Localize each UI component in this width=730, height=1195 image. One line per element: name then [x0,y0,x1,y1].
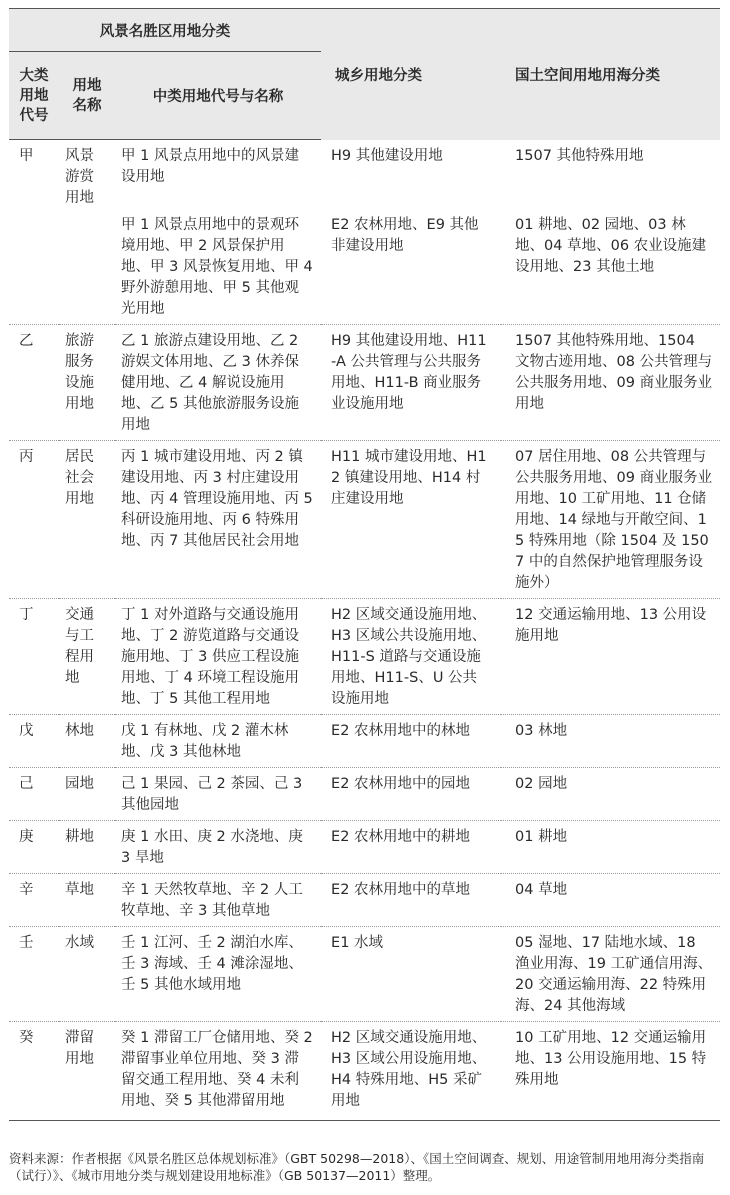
land-name-line: 风景 [65,148,94,164]
cell-mid-class: 辛 1 天然牧草地、辛 2 人工牧草地、辛 3 其他草地 [115,874,321,927]
cell-major-code: 丙 [9,441,59,599]
land-name-line: 地 [65,670,80,686]
land-name-line: 旅游 [65,333,94,349]
cell-urban-rural: E1 水域 [321,927,501,1022]
cell-major-code: 戊 [9,715,59,768]
cell-urban-rural: H2 区域交通设施用地、H3 区域公用设施用地、H4 特殊用地、H5 采矿用地 [321,1022,501,1121]
land-name-line: 设施 [65,375,94,391]
land-name-line: 用地 [65,491,94,507]
cell-major-code: 甲 [19,148,34,164]
cell-urban-rural: H9 其他建设用地、H11-A 公共管理与公共服务用地、H11-B 商业服务业设施用地 [321,325,501,441]
cell-national-space: 07 居住用地、08 公共管理与公共服务用地、09 商业服务业用地、10 工矿用地、11 仓储用地、14 绿地与开敞空间、15 特殊用地（除 1504 及 1507 中的自然保护地管理服务设施外） [501,441,720,599]
land-name-line: 社会 [65,470,94,486]
land-use-classification-table [9,8,720,1121]
cell-land-name [59,140,115,214]
cell-major-code [9,213,59,325]
cell-land-name [59,325,115,441]
land-name-line: 服务 [65,354,94,370]
cell-urban-rural: E2 农林用地中的耕地 [321,821,501,874]
header-urban-rural: 城乡用地分类 [321,9,501,140]
land-name-line: 用地 [65,190,94,206]
table-row [9,821,720,874]
cell-mid-class: 乙 1 旅游点建设用地、乙 2 游娱文体用地、乙 3 休养保健用地、乙 4 解说设施用地、乙 5 其他旅游服务设施用地 [115,325,321,441]
land-name-line: 与工 [65,628,94,644]
cell-urban-rural: E2 农林用地中的草地 [321,874,501,927]
cell-land-name [59,927,115,1022]
table-row [9,715,720,768]
cell-national-space: 1507 其他特殊用地 [515,147,644,164]
cell-national-space: 05 湿地、17 陆地水域、18 渔业用海、19 工矿通信用海、20 交通运输用海、22 特殊用海、24 其他海域 [501,927,720,1022]
cell-urban-rural: H9 其他建设用地 [331,147,443,164]
cell-mid-class: 癸 1 滞留工厂仓储用地、癸 2 滞留事业单位用地、癸 3 滞留交通工程用地、癸 4 未利用地、癸 5 其他滞留用地 [115,1022,321,1121]
cell-mid-class: 壬 1 江河、壬 2 湖泊水库、壬 3 海域、壬 4 滩涂湿地、壬 5 其他水域用地 [115,927,321,1022]
cell-land-name [59,1022,115,1121]
table-row [9,768,720,821]
table-body [9,140,720,1121]
cell-national-space: 1507 其他特殊用地、1504 文物古迹用地、08 公共管理与公共服务用地、09 商业服务业用地 [501,325,720,441]
cell-urban-rural: E2 农林用地中的园地 [321,768,501,821]
cell-mid-class: 甲 1 风景点用地中的景观环境用地、甲 2 风景保护用地、甲 3 风景恢复用地、甲 4 野外游憩用地、甲 5 其他观光用地 [115,213,321,325]
cell-major-code: 庚 [9,821,59,874]
header-major-code [9,52,59,140]
land-name-line: 园地 [65,776,94,792]
land-name-line: 用地 [65,396,94,412]
cell-urban-rural: E2 农林用地中的林地 [321,715,501,768]
cell-mid-class: 甲 1 风景点用地中的风景建设用地 [121,148,299,185]
land-name-line: 游赏 [65,169,94,185]
land-name-line: 用地 [65,1051,94,1067]
cell-land-name [59,874,115,927]
table-row [9,441,720,599]
table-row [9,325,720,441]
table-row [9,1022,720,1121]
cell-major-code: 丁 [9,599,59,715]
cell-land-name [59,715,115,768]
cell-national-space: 03 林地 [501,715,720,768]
table-row [9,213,720,325]
cell-urban-rural: E2 农林用地、E9 其他非建设用地 [321,213,501,325]
cell-land-name [59,213,115,325]
land-name-line: 交通 [65,607,94,623]
land-name-line: 滞留 [65,1030,94,1046]
cell-national-space: 02 园地 [501,768,720,821]
land-name-line: 程用 [65,649,94,665]
land-name-line: 草地 [65,882,94,898]
land-name-line: 水域 [65,935,94,951]
cell-major-code: 己 [9,768,59,821]
header-land-name [59,52,115,140]
cell-mid-class: 丁 1 对外道路与交通设施用地、丁 2 游览道路与交通设施用地、丁 3 供应工程设施用地、丁 4 环境工程设施用地、丁 5 其他工程用地 [115,599,321,715]
header-mid-class: 中类用地代号与名称 [115,52,321,140]
cell-national-space: 10 工矿用地、12 交通运输用地、13 公用设施用地、15 特殊用地 [501,1022,720,1121]
cell-land-name [59,599,115,715]
cell-major-code: 乙 [9,325,59,441]
cell-mid-class: 丙 1 城市建设用地、丙 2 镇建设用地、丙 3 村庄建设用地、丙 4 管理设施用地、丙 5 科研设施用地、丙 6 特殊用地、丙 7 其他居民社会用地 [115,441,321,599]
land-name-line: 林地 [65,723,94,739]
cell-national-space: 01 耕地、02 园地、03 林地、04 草地、06 农业设施建设用地、23 其他土地 [501,213,720,325]
cell-land-name [59,821,115,874]
cell-land-name [59,768,115,821]
cell-urban-rural: H2 区域交通设施用地、H3 区域公共设施用地、H11-S 道路与交通设施用地、H11-S、U 公共设施用地 [321,599,501,715]
cell-national-space: 01 耕地 [501,821,720,874]
cell-mid-class: 庚 1 水田、庚 2 水浇地、庚 3 旱地 [115,821,321,874]
table-row [9,599,720,715]
cell-mid-class: 戊 1 有林地、戊 2 灌木林地、戊 3 其他林地 [115,715,321,768]
land-name-line: 耕地 [65,829,94,845]
land-name-line: 居民 [65,449,94,465]
table-row [9,140,720,214]
source-note: 资料来源：作者根据《风景名胜区总体规划标准》（GBT 50298—2018）、《国土空间调查、规划、用途管制用地用海分类指南（试行）》、《城市用地分类与规划建设用地标准》（GB 50137—2011）整理。 [9,1151,705,1183]
header-group-scenic: 风景名胜区用地分类 [9,9,321,52]
table-row [9,927,720,1022]
cell-major-code: 癸 [9,1022,59,1121]
table-header [9,9,720,140]
cell-national-space: 04 草地 [501,874,720,927]
cell-mid-class: 己 1 果园、己 2 茶园、己 3 其他园地 [115,768,321,821]
cell-national-space: 12 交通运输用地、13 公用设施用地 [501,599,720,715]
header-land-name-text: 用地 名称 [72,77,102,114]
cell-major-code: 壬 [9,927,59,1022]
header-national-space: 国土空间用地用海分类 [501,9,720,140]
cell-land-name [59,441,115,599]
cell-urban-rural: H11 城市建设用地、H12 镇建设用地、H14 村庄建设用地 [321,441,501,599]
header-major-code-text: 大类 用地 代号 [19,67,49,124]
cell-major-code: 辛 [9,874,59,927]
table-row [9,874,720,927]
